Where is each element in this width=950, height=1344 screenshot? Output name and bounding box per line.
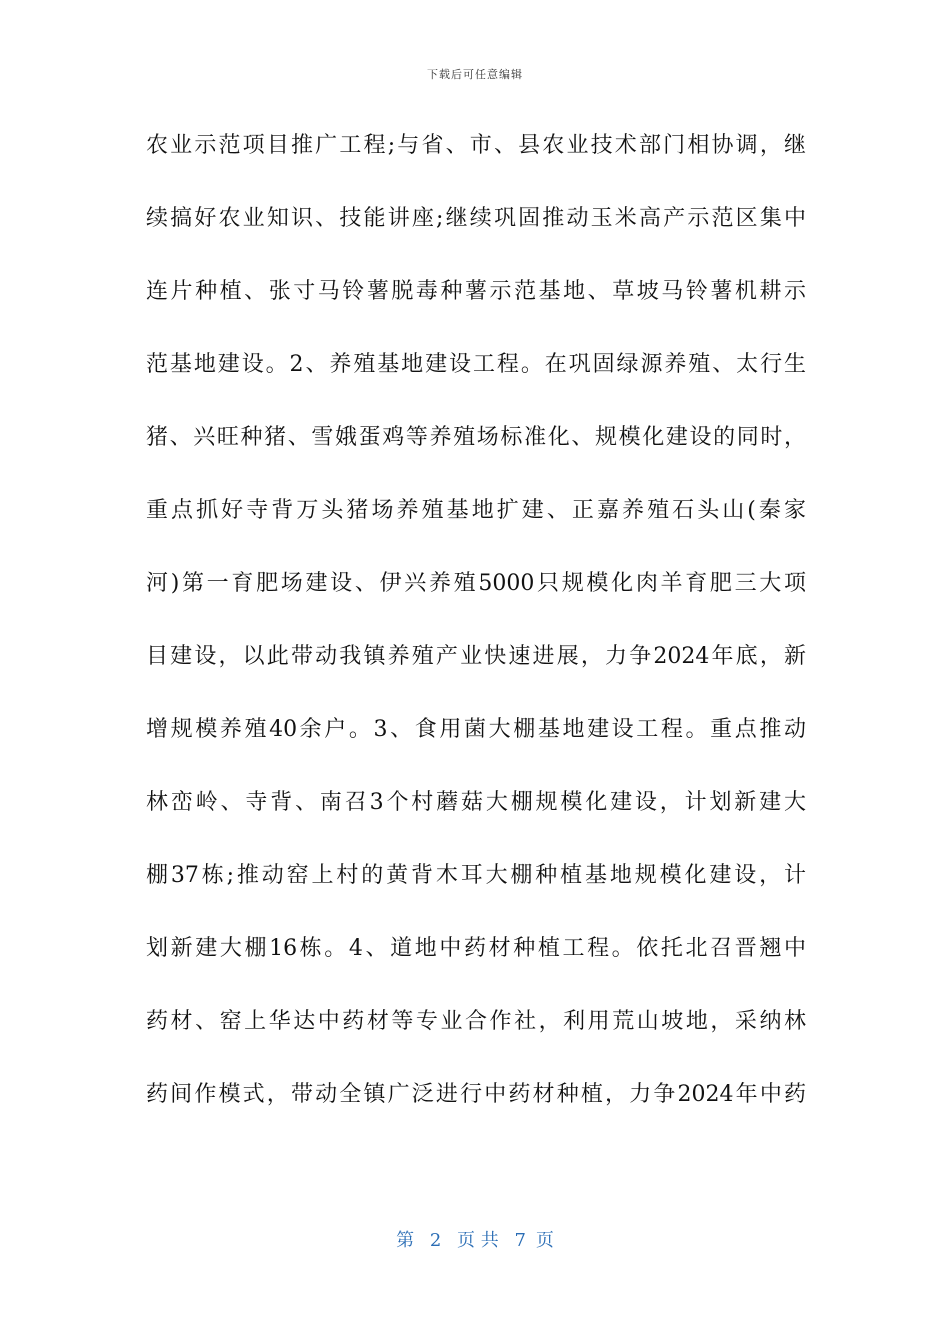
page-footer bbox=[0, 1226, 950, 1252]
body-line-12: 划新建大棚16栋。4、道地中药材种植工程。依托北召晋翘中 bbox=[146, 936, 806, 961]
body-line-7: 河)第一育肥场建设、伊兴养殖5000只规模化肉羊育肥三大项 bbox=[146, 571, 806, 596]
page-header: 下载后可任意编辑 bbox=[427, 68, 523, 81]
body-line-14: 药间作模式，带动全镇广泛进行中药材种植，力争2024年中药 bbox=[146, 1082, 806, 1107]
body-line-11: 棚37栋;推动窑上村的黄背木耳大棚种植基地规模化建设，计 bbox=[146, 863, 806, 888]
body-line-8: 目建设，以此带动我镇养殖产业快速进展，力争2024年底，新 bbox=[146, 644, 806, 669]
body-line-5: 猪、兴旺种猪、雪娥蛋鸡等养殖场标准化、规模化建设的同时， bbox=[146, 425, 806, 450]
page-label-prefix: 第 bbox=[396, 1230, 415, 1251]
body-line-2: 续搞好农业知识、技能讲座;继续巩固推动玉米高产示范区集中 bbox=[146, 206, 806, 231]
body-line-6: 重点抓好寺背万头猪场养殖基地扩建、正嘉养殖石头山(秦家 bbox=[146, 498, 806, 523]
page-number: 2 bbox=[429, 1230, 442, 1251]
body-line-9: 增规模养殖40余户。3、食用菌大棚基地建设工程。重点推动 bbox=[146, 717, 806, 742]
body-line-1: 农业示范项目推广工程;与省、市、县农业技术部门相协调，继 bbox=[146, 133, 806, 158]
body-line-3: 连片种植、张寸马铃薯脱毒种薯示范基地、草坡马铃薯机耕示 bbox=[146, 279, 806, 304]
body-line-10: 林峦岭、寺背、南召3个村蘑菇大棚规模化建设，计划新建大 bbox=[146, 790, 806, 815]
total-pages: 7 bbox=[514, 1230, 526, 1251]
document-body bbox=[146, 124, 806, 1146]
body-line-13: 药材、窑上华达中药材等专业合作社，利用荒山坡地，采纳林 bbox=[146, 1009, 806, 1034]
page-label-suffix: 页 bbox=[535, 1230, 554, 1251]
page-label-mid: 页 共 bbox=[457, 1230, 499, 1251]
body-line-4: 范基地建设。2、养殖基地建设工程。在巩固绿源养殖、太行生 bbox=[146, 352, 806, 377]
